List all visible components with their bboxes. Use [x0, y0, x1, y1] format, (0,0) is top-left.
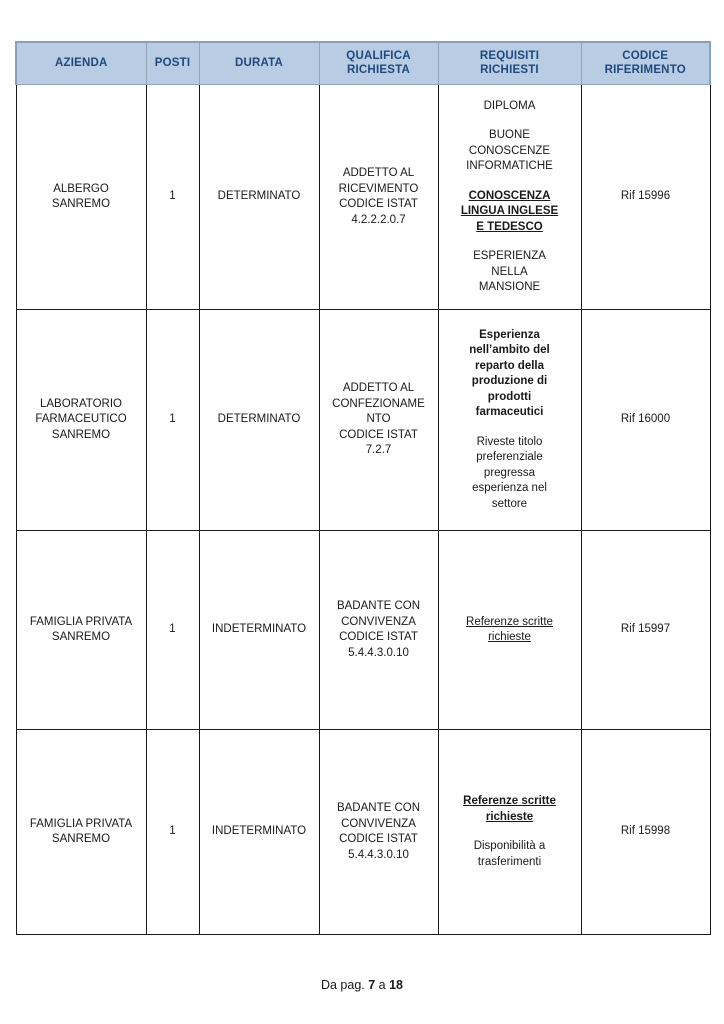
job-listings-table	[15, 41, 711, 935]
requisiti-block-2: Riveste titolo preferenziale pregressa esperienza nel settore	[472, 435, 547, 510]
requisiti-block-3: CONOSCENZA LINGUA INGLESE E TEDESCO	[460, 189, 559, 233]
column-header-durata	[199, 42, 319, 85]
cell-azienda	[16, 85, 146, 310]
cell-durata-text: DETERMINATO	[217, 190, 301, 203]
footer-prefix: Da pag.	[320, 978, 365, 992]
page-footer	[0, 978, 724, 992]
cell-codice-riferimento	[581, 730, 710, 935]
column-header-posti	[146, 42, 199, 85]
cell-durata-text: INDETERMINATO	[211, 825, 307, 838]
cell-posti	[146, 531, 199, 730]
column-header-codice-line1: CODICE	[622, 50, 669, 62]
column-header-qualifica-line2: RICHIESTA	[347, 64, 410, 76]
cell-azienda	[16, 531, 146, 730]
requisiti-block-1: Referenze scritte richieste	[463, 795, 556, 823]
cell-qualifica-text: ADDETTO AL RICEVIMENTO CODICE ISTAT 4.2.2.2.0.7	[338, 167, 419, 226]
codice-riferimento-text: Rif 15996	[620, 190, 671, 203]
cell-qualifica	[319, 730, 438, 935]
column-header-qualifica	[319, 42, 438, 85]
cell-posti	[146, 85, 199, 310]
column-header-requisiti-line2: RICHIESTI	[480, 64, 539, 76]
cell-durata	[199, 531, 319, 730]
cell-requisiti	[438, 531, 581, 730]
cell-durata-text: INDETERMINATO	[211, 623, 307, 636]
cell-requisiti	[438, 85, 581, 310]
table-row	[16, 310, 710, 531]
cell-posti-text: 1	[169, 825, 176, 838]
codice-riferimento-text: Rif 15998	[620, 825, 671, 838]
cell-requisiti	[438, 310, 581, 531]
cell-qualifica	[319, 85, 438, 310]
cell-posti-text: 1	[169, 623, 176, 636]
table-body	[16, 85, 710, 935]
column-header-codice-line2: RIFERIMENTO	[604, 64, 686, 76]
job-listings-table-container	[15, 41, 709, 935]
cell-durata-text: DETERMINATO	[217, 413, 301, 426]
footer-to-page: 18	[389, 978, 404, 992]
cell-azienda	[16, 730, 146, 935]
requisiti-block-4: ESPERIENZA NELLA MANSIONE	[473, 250, 546, 293]
codice-riferimento-text: Rif 16000	[620, 413, 671, 426]
cell-posti	[146, 730, 199, 935]
cell-requisiti	[438, 730, 581, 935]
table-row	[16, 531, 710, 730]
cell-codice-riferimento	[581, 310, 710, 531]
cell-codice-riferimento	[581, 531, 710, 730]
cell-durata	[199, 730, 319, 935]
cell-azienda-text: LABORATORIO FARMACEUTICO SANREMO	[35, 397, 127, 441]
cell-azienda-text: FAMIGLIA PRIVATA SANREMO	[29, 817, 133, 845]
column-header-azienda-label: AZIENDA	[54, 57, 108, 69]
cell-qualifica-text: ADDETTO AL CONFEZIONAME NTO CODICE ISTAT 7.2.7	[332, 382, 425, 457]
cell-azienda	[16, 310, 146, 531]
cell-qualifica-text: BADANTE CON CONVIVENZA CODICE ISTAT 5.4.4.3.0.10	[336, 600, 421, 659]
column-header-requisiti	[438, 42, 581, 85]
cell-posti	[146, 310, 199, 531]
cell-posti-text: 1	[169, 190, 176, 203]
footer-middle: a	[378, 978, 386, 992]
requisiti-block-1: Referenze scritte richieste	[466, 615, 553, 643]
codice-riferimento-text: Rif 15997	[620, 623, 671, 636]
requisiti-block-2: Disponibilità a trasferimenti	[473, 840, 546, 868]
column-header-qualifica-line1: QUALIFICA	[346, 50, 411, 62]
table-row	[16, 85, 710, 310]
requisiti-block-2: BUONE CONOSCENZE INFORMATICHE	[466, 129, 553, 172]
cell-qualifica	[319, 310, 438, 531]
column-header-posti-label: POSTI	[154, 57, 191, 69]
table-header-row	[16, 42, 710, 85]
table-header	[16, 42, 710, 85]
column-header-durata-label: DURATA	[234, 57, 284, 69]
column-header-azienda	[16, 42, 146, 85]
cell-durata	[199, 310, 319, 531]
column-header-codice	[581, 42, 710, 85]
cell-durata	[199, 85, 319, 310]
cell-qualifica-text: BADANTE CON CONVIVENZA CODICE ISTAT 5.4.4.3.0.10	[336, 802, 421, 861]
cell-azienda-text: FAMIGLIA PRIVATA SANREMO	[29, 615, 133, 643]
requisiti-block-1: Esperienza nell’ambito del reparto della produzione di prodotti farmaceutici	[469, 328, 550, 419]
cell-codice-riferimento	[581, 85, 710, 310]
requisiti-block-1: DIPLOMA	[483, 99, 536, 112]
table-row	[16, 730, 710, 935]
cell-qualifica	[319, 531, 438, 730]
cell-posti-text: 1	[169, 413, 176, 426]
cell-azienda-text: ALBERGO SANREMO	[51, 182, 111, 210]
column-header-requisiti-line1: REQUISITI	[479, 50, 540, 62]
footer-from-page: 7	[368, 978, 376, 992]
